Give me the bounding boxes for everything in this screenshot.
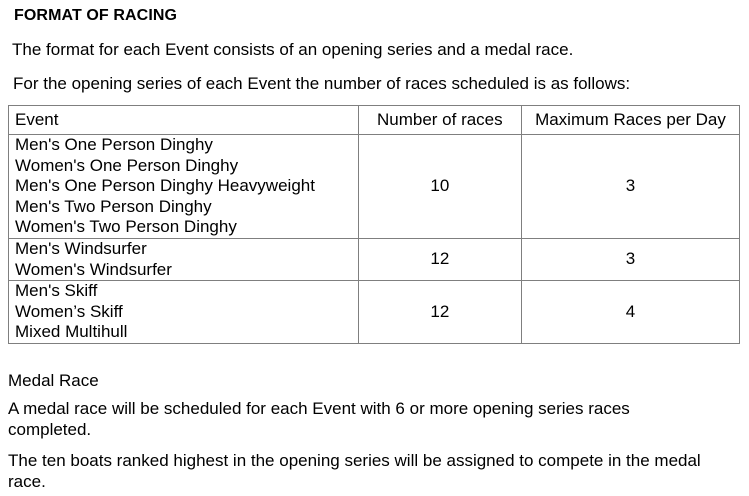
event-name: Women's Windsurfer: [15, 259, 172, 279]
event-group-cell: [9, 238, 359, 280]
max-races-per-day-cell: 3: [521, 238, 739, 280]
number-of-races-cell: 10: [358, 135, 521, 239]
races-table: [8, 105, 740, 344]
table-row: [9, 135, 740, 239]
medal-race-paragraph: A medal race will be scheduled for each Event with 6 or more opening series races completed.: [8, 399, 630, 439]
table-row: [9, 281, 740, 344]
series-intro-paragraph: For the opening series of each Event the number of races scheduled is as follows:: [13, 74, 631, 93]
intro-paragraph: The format for each Event consists of an opening series and a medal race.: [12, 40, 574, 59]
event-group-cell: [9, 135, 359, 239]
event-name: Women's One Person Dinghy: [15, 155, 239, 175]
event-name: Women’s Skiff: [15, 301, 123, 321]
max-races-per-day-cell: 4: [521, 281, 739, 344]
number-of-races-cell: 12: [358, 281, 521, 344]
event-name: Mixed Multihull: [15, 322, 128, 342]
event-name: Men's Two Person Dinghy: [15, 196, 212, 216]
event-name: Men's Windsurfer: [15, 238, 147, 258]
max-races-per-day-cell: 3: [521, 135, 739, 239]
table-header-row: [9, 106, 740, 135]
event-name: Men's One Person Dinghy Heavyweight: [15, 176, 315, 196]
medal-race-qualification-paragraph: The ten boats ranked highest in the opening series will be assigned to compete in the medal race.: [8, 451, 701, 491]
header-max-races-per-day: Maximum Races per Day: [521, 106, 739, 135]
event-name: Men's One Person Dinghy: [15, 135, 213, 154]
event-group-cell: [9, 281, 359, 344]
number-of-races-cell: 12: [358, 238, 521, 280]
header-event: Event: [9, 106, 359, 135]
table-row: [9, 238, 740, 280]
medal-race-label: Medal Race: [8, 371, 99, 390]
section-heading: FORMAT OF RACING: [14, 7, 178, 24]
event-name: Men's Skiff: [15, 281, 98, 301]
header-number-of-races: Number of races: [358, 106, 521, 135]
event-name: Women's Two Person Dinghy: [15, 217, 237, 237]
